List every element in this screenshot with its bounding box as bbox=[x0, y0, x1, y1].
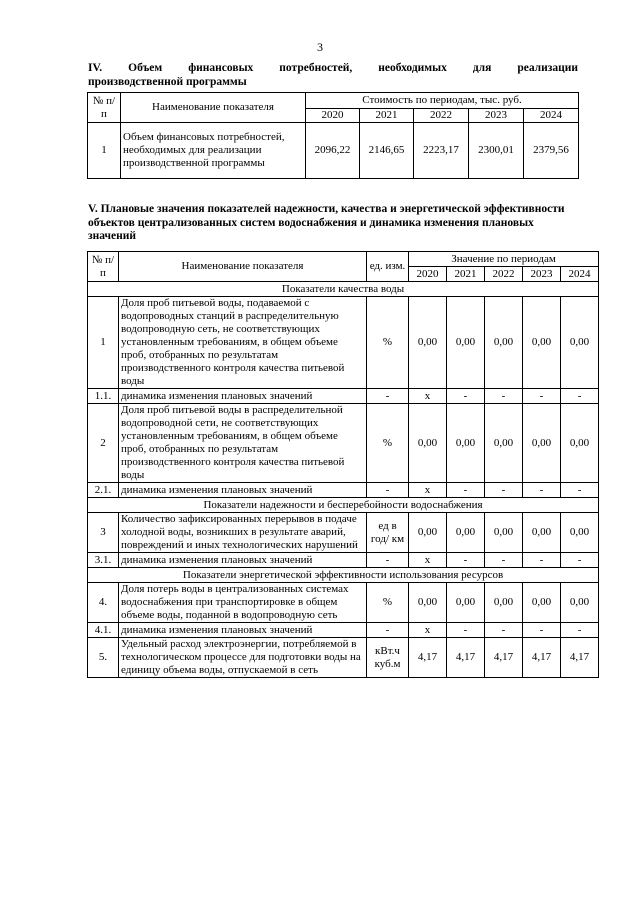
table-row bbox=[88, 389, 599, 404]
row-unit: ед в год/ км bbox=[367, 513, 409, 553]
row-value: 0,00 bbox=[561, 404, 599, 483]
row-name: Удельный расход электроэнергии, потребляемой в технологическом процессе для подготовки воды на единицу объема воды, отпускаемой в сеть bbox=[119, 638, 367, 678]
section-header: Показатели надежности и бесперебойности водоснабжения bbox=[88, 498, 599, 513]
table-row bbox=[88, 513, 599, 553]
row-value: х bbox=[409, 389, 447, 404]
row-unit: - bbox=[367, 553, 409, 568]
row-num: 4. bbox=[88, 583, 119, 623]
row-value: 0,00 bbox=[447, 404, 485, 483]
row-value: - bbox=[485, 389, 523, 404]
row-value: 0,00 bbox=[485, 297, 523, 389]
header-year: 2021 bbox=[360, 109, 414, 123]
row-value: 0,00 bbox=[523, 513, 561, 553]
table-row bbox=[88, 404, 599, 483]
row-value: 4,17 bbox=[523, 638, 561, 678]
page-number: 3 bbox=[317, 40, 323, 54]
section-4-title-line1: IV. Объем финансовых потребностей, необходимых для реализации bbox=[88, 62, 578, 74]
table-row bbox=[88, 123, 579, 179]
row-name: динамика изменения плановых значений bbox=[119, 553, 367, 568]
header-name: Наименование показателя bbox=[119, 252, 367, 282]
row-value: 2379,56 bbox=[524, 123, 579, 179]
row-value: 0,00 bbox=[447, 297, 485, 389]
header-cost: Стоимость по периодам, тыс. руб. bbox=[306, 93, 579, 109]
row-name: Объем финансовых потребностей, необходимых для реализации производственной программы bbox=[121, 123, 306, 179]
header-year: 2022 bbox=[485, 267, 523, 282]
row-value: 0,00 bbox=[523, 583, 561, 623]
section-header-row bbox=[88, 568, 599, 583]
table-row bbox=[88, 583, 599, 623]
row-value: - bbox=[561, 389, 599, 404]
row-value: 2223,17 bbox=[414, 123, 469, 179]
row-value: - bbox=[447, 483, 485, 498]
row-value: 0,00 bbox=[447, 513, 485, 553]
indicators-table bbox=[87, 251, 599, 678]
row-name: динамика изменения плановых значений bbox=[119, 483, 367, 498]
row-num: 1 bbox=[88, 123, 121, 179]
row-value: 4,17 bbox=[409, 638, 447, 678]
row-num: 5. bbox=[88, 638, 119, 678]
row-name: динамика изменения плановых значений bbox=[119, 389, 367, 404]
row-unit: % bbox=[367, 297, 409, 389]
row-value: - bbox=[523, 623, 561, 638]
header-year: 2024 bbox=[524, 109, 579, 123]
row-value: - bbox=[523, 389, 561, 404]
row-value: - bbox=[523, 553, 561, 568]
row-value: 0,00 bbox=[485, 513, 523, 553]
row-value: 0,00 bbox=[447, 583, 485, 623]
row-value: 4,17 bbox=[561, 638, 599, 678]
row-value: - bbox=[447, 623, 485, 638]
row-value: 2096,22 bbox=[306, 123, 360, 179]
row-value: - bbox=[447, 553, 485, 568]
header-unit: ед. изм. bbox=[367, 252, 409, 282]
row-name: Доля потерь воды в централизованных системах водоснабжения при транспортировке в общем объеме воды, поданной в водопроводную сеть bbox=[119, 583, 367, 623]
row-value: - bbox=[561, 553, 599, 568]
row-num: 2.1. bbox=[88, 483, 119, 498]
table-row bbox=[88, 553, 599, 568]
row-num: 1.1. bbox=[88, 389, 119, 404]
row-value: - bbox=[485, 483, 523, 498]
row-unit: кВт.ч куб.м bbox=[367, 638, 409, 678]
row-name: динамика изменения плановых значений bbox=[119, 623, 367, 638]
row-value: 0,00 bbox=[409, 404, 447, 483]
row-value: 0,00 bbox=[523, 404, 561, 483]
row-value: - bbox=[561, 623, 599, 638]
section-4-title-line2: производственной программы bbox=[88, 75, 247, 88]
row-num: 2 bbox=[88, 404, 119, 483]
header-year: 2023 bbox=[523, 267, 561, 282]
row-value: х bbox=[409, 623, 447, 638]
header-year: 2022 bbox=[414, 109, 469, 123]
row-name: Доля проб питьевой воды, подаваемой с водопроводных станций в распределительную водопроводную сеть, не соответствующих установленным требованиям, в общем объеме проб, отобранных по результатам производственного контроля качества питьевой воды bbox=[119, 297, 367, 389]
section-header: Показатели качества воды bbox=[88, 282, 599, 297]
row-num: 1 bbox=[88, 297, 119, 389]
header-year: 2020 bbox=[409, 267, 447, 282]
row-value: - bbox=[485, 623, 523, 638]
table-row bbox=[88, 638, 599, 678]
row-value: х bbox=[409, 483, 447, 498]
table-row bbox=[88, 297, 599, 389]
row-value: 0,00 bbox=[561, 513, 599, 553]
section-4-title bbox=[88, 62, 578, 89]
header-year: 2024 bbox=[561, 267, 599, 282]
header-year: 2023 bbox=[469, 109, 524, 123]
section-header-row bbox=[88, 498, 599, 513]
financial-needs-table bbox=[87, 92, 579, 179]
section-header: Показатели энергетической эффективности использования ресурсов bbox=[88, 568, 599, 583]
row-value: 4,17 bbox=[485, 638, 523, 678]
header-num: № п/п bbox=[88, 93, 121, 123]
row-unit: - bbox=[367, 623, 409, 638]
header-values: Значение по периодам bbox=[409, 252, 599, 267]
row-value: - bbox=[523, 483, 561, 498]
row-value: - bbox=[447, 389, 485, 404]
section-5-title: V. Плановые значения показателей надежности, качества и энергетической эффективности объектов централизованных систем водоснабжения и динамика изменения плановых значений bbox=[88, 203, 565, 242]
row-num: 4.1. bbox=[88, 623, 119, 638]
row-value: 0,00 bbox=[485, 404, 523, 483]
row-name: Количество зафиксированных перерывов в подаче холодной воды, возникших в результате аварий, повреждений и иных технологических нарушений bbox=[119, 513, 367, 553]
row-num: 3.1. bbox=[88, 553, 119, 568]
row-value: 0,00 bbox=[409, 297, 447, 389]
header-num: № п/п bbox=[88, 252, 119, 282]
header-year: 2020 bbox=[306, 109, 360, 123]
row-value: 0,00 bbox=[561, 297, 599, 389]
row-unit: - bbox=[367, 389, 409, 404]
row-value: 4,17 bbox=[447, 638, 485, 678]
row-value: 0,00 bbox=[409, 583, 447, 623]
row-value: 2146,65 bbox=[360, 123, 414, 179]
row-value: х bbox=[409, 553, 447, 568]
table-row bbox=[88, 483, 599, 498]
row-value: 0,00 bbox=[485, 583, 523, 623]
section-header-row bbox=[88, 282, 599, 297]
row-value: - bbox=[561, 483, 599, 498]
row-value: 0,00 bbox=[523, 297, 561, 389]
row-value: 2300,01 bbox=[469, 123, 524, 179]
row-num: 3 bbox=[88, 513, 119, 553]
row-name: Доля проб питьевой воды в распределительной водопроводной сети, не соответствующих установленным требованиям, в общем объеме проб, отобранных по результатам производственного контроля качества питьевой воды bbox=[119, 404, 367, 483]
header-year: 2021 bbox=[447, 267, 485, 282]
row-unit: - bbox=[367, 483, 409, 498]
table-row bbox=[88, 623, 599, 638]
header-name: Наименование показателя bbox=[121, 93, 306, 123]
row-unit: % bbox=[367, 583, 409, 623]
row-value: 0,00 bbox=[409, 513, 447, 553]
row-unit: % bbox=[367, 404, 409, 483]
row-value: - bbox=[485, 553, 523, 568]
row-value: 0,00 bbox=[561, 583, 599, 623]
